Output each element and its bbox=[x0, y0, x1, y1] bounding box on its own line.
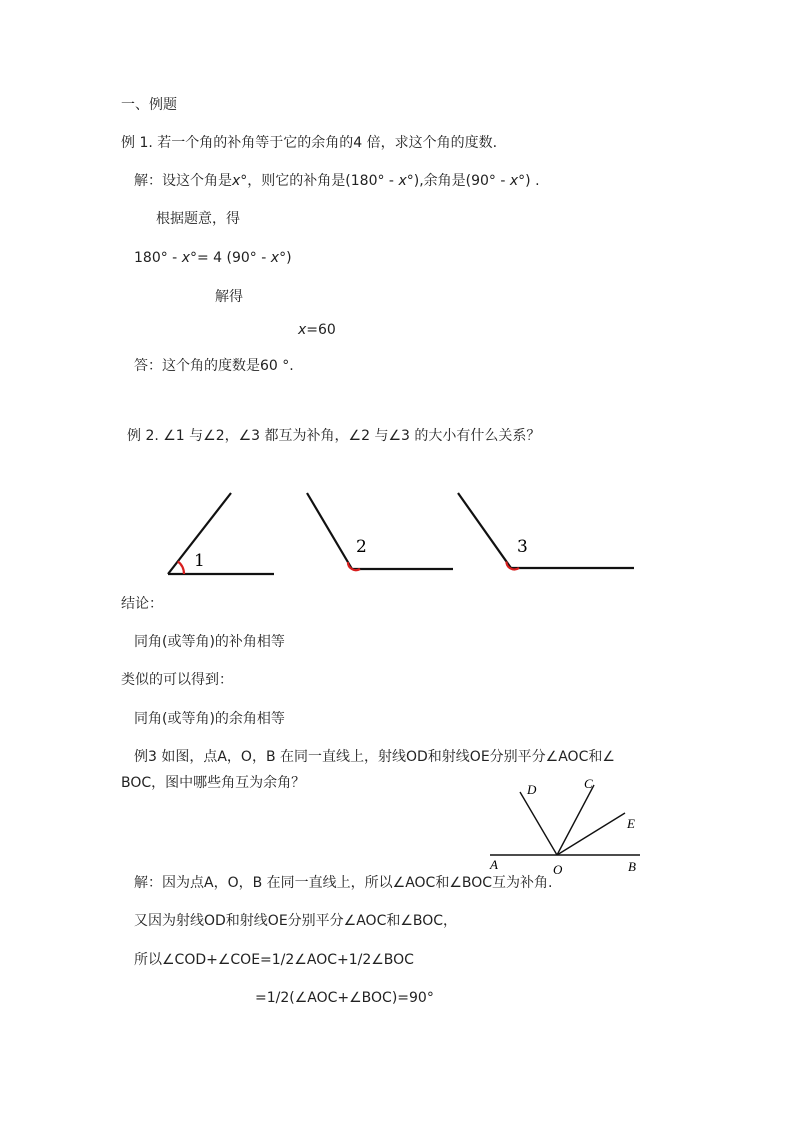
ex2-angle-figures bbox=[0, 480, 794, 600]
point-E-label: E bbox=[627, 816, 635, 831]
ex1-answer: 答：这个角的度数是60 °. bbox=[134, 358, 294, 374]
ex1-solution-line bbox=[134, 172, 540, 190]
ex1-eq-var2: x bbox=[270, 250, 280, 266]
section-title: 一、例题 bbox=[121, 97, 177, 113]
ex2-conclusion2: 同角(或等角)的余角相等 bbox=[134, 711, 285, 727]
ex1-sol-mid2: °),余角是(90° - bbox=[406, 173, 510, 189]
point-D-label: D bbox=[527, 782, 537, 797]
ray-OD bbox=[520, 792, 557, 855]
ex1-solve: 解得 bbox=[215, 289, 243, 305]
ray-OC bbox=[557, 785, 594, 855]
ex3-sol2: 又因为射线OD和射线OE分别平分∠AOC和∠BOC， bbox=[134, 913, 458, 929]
ex1-eq-pre: 180° - bbox=[134, 250, 182, 266]
ex2-question: 例 2. ∠1 与∠2，∠3 都互为补角，∠2 与∠3 的大小有什么关系？ bbox=[127, 428, 541, 444]
ex3-sol4: =1/2(∠AOC+∠BOC)=90° bbox=[255, 990, 434, 1006]
ex1-result bbox=[298, 321, 336, 339]
ex1-sol-var2: x bbox=[398, 173, 407, 189]
angle-2-ray-slant bbox=[307, 493, 352, 569]
ex1-eq-mid: °= 4 (90° - bbox=[189, 250, 271, 266]
ex1-question: 例 1. 若一个角的补角等于它的余角的4 倍，求这个角的度数. bbox=[121, 135, 498, 151]
ex1-sol-mid1: °，则它的补角是(180° - bbox=[240, 173, 399, 189]
ex1-by-meaning: 根据题意，得 bbox=[156, 211, 240, 227]
angle-1-figure bbox=[168, 493, 274, 574]
ex3-sol1: 解：因为点A，O，B 在同一直线上，所以∠AOC和∠BOC互为补角. bbox=[134, 875, 553, 891]
angle-3-ray-slant bbox=[458, 493, 511, 568]
angle-1-label: 1 bbox=[194, 551, 205, 571]
ex1-sol-var1: x bbox=[232, 173, 241, 189]
angle-2-label: 2 bbox=[356, 537, 367, 557]
ex2-similar: 类似的可以得到： bbox=[121, 672, 233, 688]
ex2-conclusion1: 同角(或等角)的补角相等 bbox=[134, 634, 285, 650]
ex1-equation bbox=[134, 249, 292, 267]
ex1-eq-var1: x bbox=[181, 250, 190, 266]
ex1-sol-var3: x bbox=[509, 173, 519, 189]
angle-2-figure bbox=[307, 493, 453, 570]
ex3-question-line2: BOC，图中哪些角互为余角？ bbox=[121, 775, 306, 791]
point-O-label: O bbox=[553, 862, 563, 877]
ex1-sol-end: °) . bbox=[518, 173, 540, 189]
angle-3-figure bbox=[458, 493, 634, 569]
ex3-question-line1: 例3 如图，点A，O，B 在同一直线上，射线OD和射线OE分别平分∠AOC和∠ bbox=[134, 749, 615, 765]
ex2-conclusion-label: 结论： bbox=[121, 596, 163, 612]
point-B-label: B bbox=[628, 859, 636, 874]
ex1-result-var: x bbox=[298, 322, 307, 338]
ex1-eq-end: °) bbox=[279, 250, 292, 266]
ex1-sol-pre: 解：设这个角是 bbox=[134, 173, 232, 189]
ex1-result-rest: =60 bbox=[306, 322, 336, 338]
ray-OE bbox=[557, 813, 625, 855]
angle-1-arc bbox=[178, 561, 184, 574]
ex3-figure bbox=[0, 770, 794, 880]
angle-3-label: 3 bbox=[517, 537, 528, 557]
point-C-label: C bbox=[584, 776, 593, 791]
point-A-label: A bbox=[490, 857, 498, 872]
ex3-sol3: 所以∠COD+∠COE=1/2∠AOC+1/2∠BOC bbox=[134, 952, 414, 968]
